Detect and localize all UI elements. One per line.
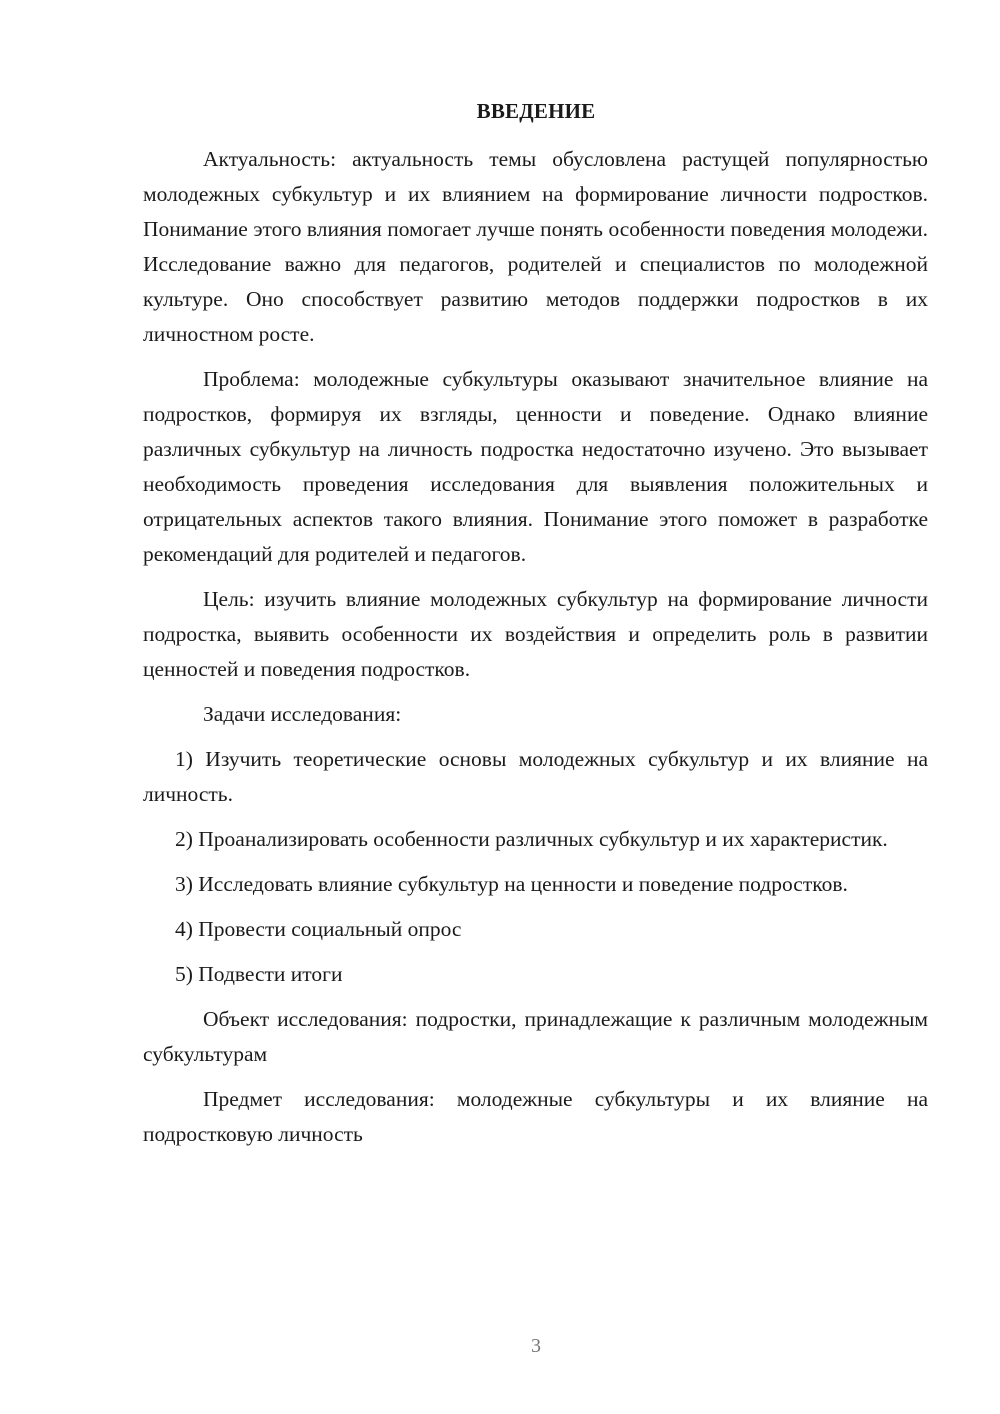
task-item-4: 4) Провести социальный опрос <box>175 917 462 941</box>
paragraph-goal: Цель: изучить влияние молодежных субкультур на формирование личности подростка, выявить особенности их воздействия и определить роль в развитии ценностей и поведения подростков. <box>143 587 928 681</box>
paragraph-object: Объект исследования: подростки, принадлежащие к различным молодежным субкультурам <box>143 1007 928 1066</box>
paragraph-subject: Предмет исследования: молодежные субкультуры и их влияние на подростковую личность <box>143 1087 928 1146</box>
section-heading: ВВЕДЕНИЕ <box>476 99 596 123</box>
document-body <box>143 142 928 1152</box>
tasks-heading: Задачи исследования: <box>203 702 402 726</box>
paragraph-problem: Проблема: молодежные субкультуры оказывают значительное влияние на подростков, формируя их взгляды, ценности и поведение. Однако влияние различных субкультур на личность подростка недостаточно изучено. Это вызывает необходимость проведения исследования для выявления положительных и отрицательных аспектов такого влияния. Понимание этого поможет в разработке рекомендаций для родителей и педагогов. <box>143 367 928 566</box>
paragraph-relevance: Актуальность: актуальность темы обусловлена растущей популярностью молодежных субкультур и их влиянием на формирование личности подростков. Понимание этого влияния помогает лучше понять особенности поведения молодежи. Исследование важно для педагогов, родителей и специалистов по молодежной культуре. Оно способствует развитию методов поддержки подростков в их личностном росте. <box>143 147 928 346</box>
task-item-1: 1) Изучить теоретические основы молодежных субкультур и их влияние на личность. <box>143 747 928 806</box>
page-number: 3 <box>531 1335 541 1357</box>
task-item-5: 5) Подвести итоги <box>175 962 343 986</box>
task-item-2: 2) Проанализировать особенности различных субкультур и их характеристик. <box>175 827 888 851</box>
task-item-3: 3) Исследовать влияние субкультур на ценности и поведение подростков. <box>175 872 848 896</box>
